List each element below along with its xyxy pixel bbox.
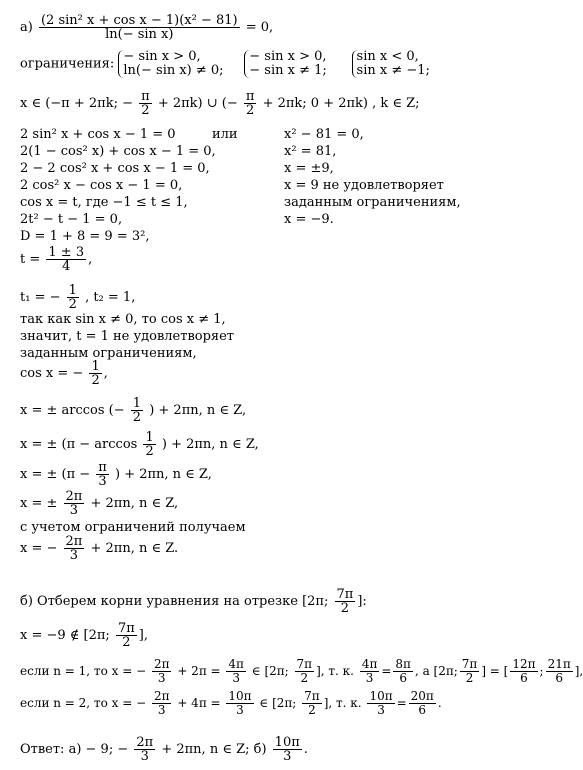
root-line-1 xyxy=(20,397,246,424)
denominator: 6 xyxy=(399,671,407,685)
denominator: 2 xyxy=(122,635,131,650)
denominator: 6 xyxy=(555,671,563,685)
fraction xyxy=(546,658,573,685)
fraction-7pi-2 xyxy=(116,622,137,649)
fraction-pi-2 xyxy=(139,90,152,117)
domain-part: + 2πk) ∪ (− xyxy=(157,96,238,111)
root-line-3 xyxy=(20,461,212,488)
expr: ], xyxy=(138,628,148,643)
numerator: 4π xyxy=(228,657,244,671)
solution-line: D = 1 + 8 = 9 = 3², xyxy=(20,229,150,244)
t2: , t₂ = 1, xyxy=(85,290,136,305)
denominator: 3 xyxy=(98,474,107,489)
numerator: 2π xyxy=(65,489,83,504)
denominator: 3 xyxy=(236,703,244,717)
expr: , а [2π; xyxy=(414,664,458,678)
expr: если n = 2, то x = − xyxy=(20,696,147,710)
numerator: 1 ± 3 xyxy=(48,245,85,260)
fraction xyxy=(367,690,394,717)
denominator: 3 xyxy=(140,749,149,764)
expr: ∈ [2π; xyxy=(251,664,289,678)
solution-line: заданным ограничениям, xyxy=(20,346,197,361)
denominator: 3 xyxy=(232,671,240,685)
main-fraction xyxy=(39,14,240,41)
system-3-row: sin x < 0, xyxy=(356,49,419,64)
punct: , xyxy=(103,366,108,381)
numerator: 7π xyxy=(296,657,313,671)
fraction-half xyxy=(89,360,101,387)
fraction xyxy=(134,736,155,763)
system-2-row: − sin x > 0, xyxy=(249,49,327,64)
denominator: 2 xyxy=(246,103,255,118)
fraction xyxy=(302,690,322,717)
numerator: 7π xyxy=(304,689,320,703)
fraction xyxy=(360,658,380,685)
fraction xyxy=(409,690,436,717)
expr: если n = 1, то x = − xyxy=(20,664,147,678)
fraction xyxy=(152,658,172,685)
cos-lhs: cos x = − xyxy=(20,366,84,381)
root-line-4 xyxy=(20,490,178,517)
answer-part: . xyxy=(303,742,308,757)
restrictions-label: ограничения: xyxy=(20,56,115,72)
expr: ], т. к. xyxy=(316,664,354,678)
numerator: 2π xyxy=(65,534,83,549)
t-roots xyxy=(20,284,135,311)
t-formula xyxy=(20,246,92,273)
denominator: 2 xyxy=(68,297,77,312)
numerator: π xyxy=(245,89,255,104)
expr: = xyxy=(381,664,392,678)
expr: x = ± (π − arccos xyxy=(20,437,138,452)
part-b-label: б) Отберем корни уравнения на отрезке xyxy=(20,594,298,609)
fraction xyxy=(46,246,86,273)
system-1 xyxy=(118,50,223,78)
denominator: 3 xyxy=(283,749,292,764)
solution-line: 2 − 2 cos² x + cos x − 1 = 0, xyxy=(20,161,210,176)
expr: + 4π = xyxy=(177,696,221,710)
denominator: 3 xyxy=(69,548,79,563)
system-1-row: ln(− sin x) ≠ 0; xyxy=(123,63,224,78)
numerator: 7π xyxy=(117,621,135,636)
denominator: 6 xyxy=(418,703,427,717)
expr: + 2πn, n ∈ Z. xyxy=(90,541,179,556)
expr: x = − xyxy=(20,541,58,556)
fraction xyxy=(152,690,172,717)
domain-part: + 2πk; 0 + 2πk) , k ∈ Z; xyxy=(262,96,420,111)
part-a-label: а) xyxy=(20,20,33,35)
fraction xyxy=(460,658,480,685)
numerator: 8π xyxy=(395,657,411,671)
expr: ) + 2πn, n ∈ Z, xyxy=(161,437,259,452)
not-in-line xyxy=(20,622,148,649)
fraction-2pi-3 xyxy=(64,535,85,562)
fraction xyxy=(295,658,315,685)
denominator: 2 xyxy=(308,703,316,717)
expr: ], xyxy=(574,664,583,678)
answer-part: Ответ: а) − 9; − xyxy=(20,742,129,757)
numerator: 4π xyxy=(361,657,378,671)
restrictions-line xyxy=(20,50,430,78)
fraction-pi-3 xyxy=(96,461,109,488)
numerator: 1 xyxy=(145,430,154,445)
numerator: 10π xyxy=(274,735,300,750)
numerator: 10π xyxy=(369,689,393,703)
fraction xyxy=(273,736,302,763)
denominator: 2 xyxy=(132,410,142,425)
solution-line: значит, t = 1 не удовлетворяет xyxy=(20,329,234,344)
solution-line: 2t² − t − 1 = 0, xyxy=(20,212,123,227)
numerator: 10π xyxy=(228,689,252,703)
right-line: x = 9 не удовлетворяет xyxy=(284,178,444,193)
solution-line: 2 sin² x + cos x − 1 = 0 xyxy=(20,127,176,142)
right-line: x = −9. xyxy=(284,212,334,227)
t-lhs: t = xyxy=(20,252,41,267)
denominator: ln(− sin x) xyxy=(105,27,174,42)
numerator: 1 xyxy=(68,283,77,298)
system-1-row: − sin x > 0, xyxy=(123,49,201,64)
t1: t₁ = − xyxy=(20,290,61,305)
solution-line: 2 cos² x − cos x − 1 = 0, xyxy=(20,178,183,193)
expr: ] = [ xyxy=(481,664,509,678)
expr: ], т. к. xyxy=(323,696,362,710)
numerator: π xyxy=(98,460,107,475)
right-line: x² = 81, xyxy=(284,144,337,159)
cos-value xyxy=(20,360,108,387)
numerator: 2π xyxy=(153,657,170,671)
denominator: 2 xyxy=(145,444,154,459)
n1-line xyxy=(20,658,583,685)
numerator: 7π xyxy=(336,587,354,602)
fraction-half xyxy=(143,431,155,458)
fraction xyxy=(226,690,253,717)
right-line: x = ±9, xyxy=(284,161,334,176)
segment: ]: xyxy=(357,594,367,609)
numerator: 7π xyxy=(461,657,478,671)
numerator: 20π xyxy=(410,689,434,703)
denominator: 3 xyxy=(365,671,374,685)
solution-line: 2(1 − cos² x) + cos x − 1 = 0, xyxy=(20,144,216,159)
numerator: 12π xyxy=(512,657,536,671)
domain-part: x ∈ (−π + 2πk; − xyxy=(20,96,133,111)
system-3 xyxy=(352,50,430,78)
denominator: 2 xyxy=(300,671,309,685)
root-line-final xyxy=(20,535,178,562)
equation-rhs: = 0, xyxy=(245,20,274,35)
fraction-half xyxy=(67,284,79,311)
expr: . xyxy=(437,696,442,710)
numerator: (2 sin² x + cos x − 1)(x² − 81) xyxy=(40,13,238,28)
expr: x = −9 ∉ [2π; xyxy=(20,628,110,643)
numerator: 21π xyxy=(547,657,571,671)
expr: + 2π = xyxy=(177,664,221,678)
system-2-row: − sin x ≠ 1; xyxy=(249,63,327,78)
fraction-half xyxy=(131,397,143,424)
solution-line: с учетом ограничений получаем xyxy=(20,520,246,535)
expr: x = ± (π − xyxy=(20,467,91,482)
fraction xyxy=(510,658,537,685)
right-line: x² − 81 = 0, xyxy=(284,127,364,142)
expr: ; xyxy=(539,664,544,678)
denominator: 3 xyxy=(157,671,166,685)
answer-line xyxy=(20,736,308,763)
fraction-pi-2 xyxy=(244,90,257,117)
equation-line xyxy=(20,14,273,41)
system-2 xyxy=(244,50,327,78)
denominator: 4 xyxy=(62,259,71,274)
part-b-header xyxy=(20,588,367,615)
denominator: 2 xyxy=(465,671,474,685)
expr: = xyxy=(396,696,407,710)
numerator: 1 xyxy=(132,396,142,411)
fraction xyxy=(226,658,246,685)
right-line: заданным ограничениям, xyxy=(284,195,461,210)
expr: ) + 2πn, n ∈ Z, xyxy=(149,403,247,418)
system-3-row: sin x ≠ −1; xyxy=(356,63,430,78)
expr: x = ± arccos (− xyxy=(20,403,125,418)
solution-line: так как sin x ≠ 0, то cos x ≠ 1, xyxy=(20,312,226,327)
n2-line xyxy=(20,690,442,717)
denominator: 3 xyxy=(377,703,385,717)
or-word: или xyxy=(212,127,238,142)
punct: , xyxy=(88,252,93,267)
expr: + 2πn, n ∈ Z, xyxy=(90,496,179,511)
numerator: π xyxy=(141,89,150,104)
expr: x = ± xyxy=(20,496,58,511)
root-line-2 xyxy=(20,431,259,458)
denominator: 3 xyxy=(69,503,79,518)
segment: [2π; xyxy=(302,594,329,609)
solution-line: cos x = t, где −1 ≤ t ≤ 1, xyxy=(20,195,188,210)
numerator: 2π xyxy=(136,735,154,750)
denominator: 2 xyxy=(91,373,100,388)
denominator: 6 xyxy=(520,671,528,685)
denominator: 3 xyxy=(157,703,166,717)
expr: ) + 2πn, n ∈ Z, xyxy=(114,467,212,482)
answer-part: + 2πn, n ∈ Z; б) xyxy=(161,742,267,757)
fraction xyxy=(393,658,413,685)
fraction-7pi-2 xyxy=(335,588,356,615)
denominator: 2 xyxy=(141,103,150,118)
numerator: 1 xyxy=(91,359,100,374)
fraction-2pi-3 xyxy=(64,490,85,517)
numerator: 2π xyxy=(153,689,170,703)
domain-line xyxy=(20,90,420,117)
denominator: 2 xyxy=(340,601,350,616)
expr: ∈ [2π; xyxy=(259,696,297,710)
